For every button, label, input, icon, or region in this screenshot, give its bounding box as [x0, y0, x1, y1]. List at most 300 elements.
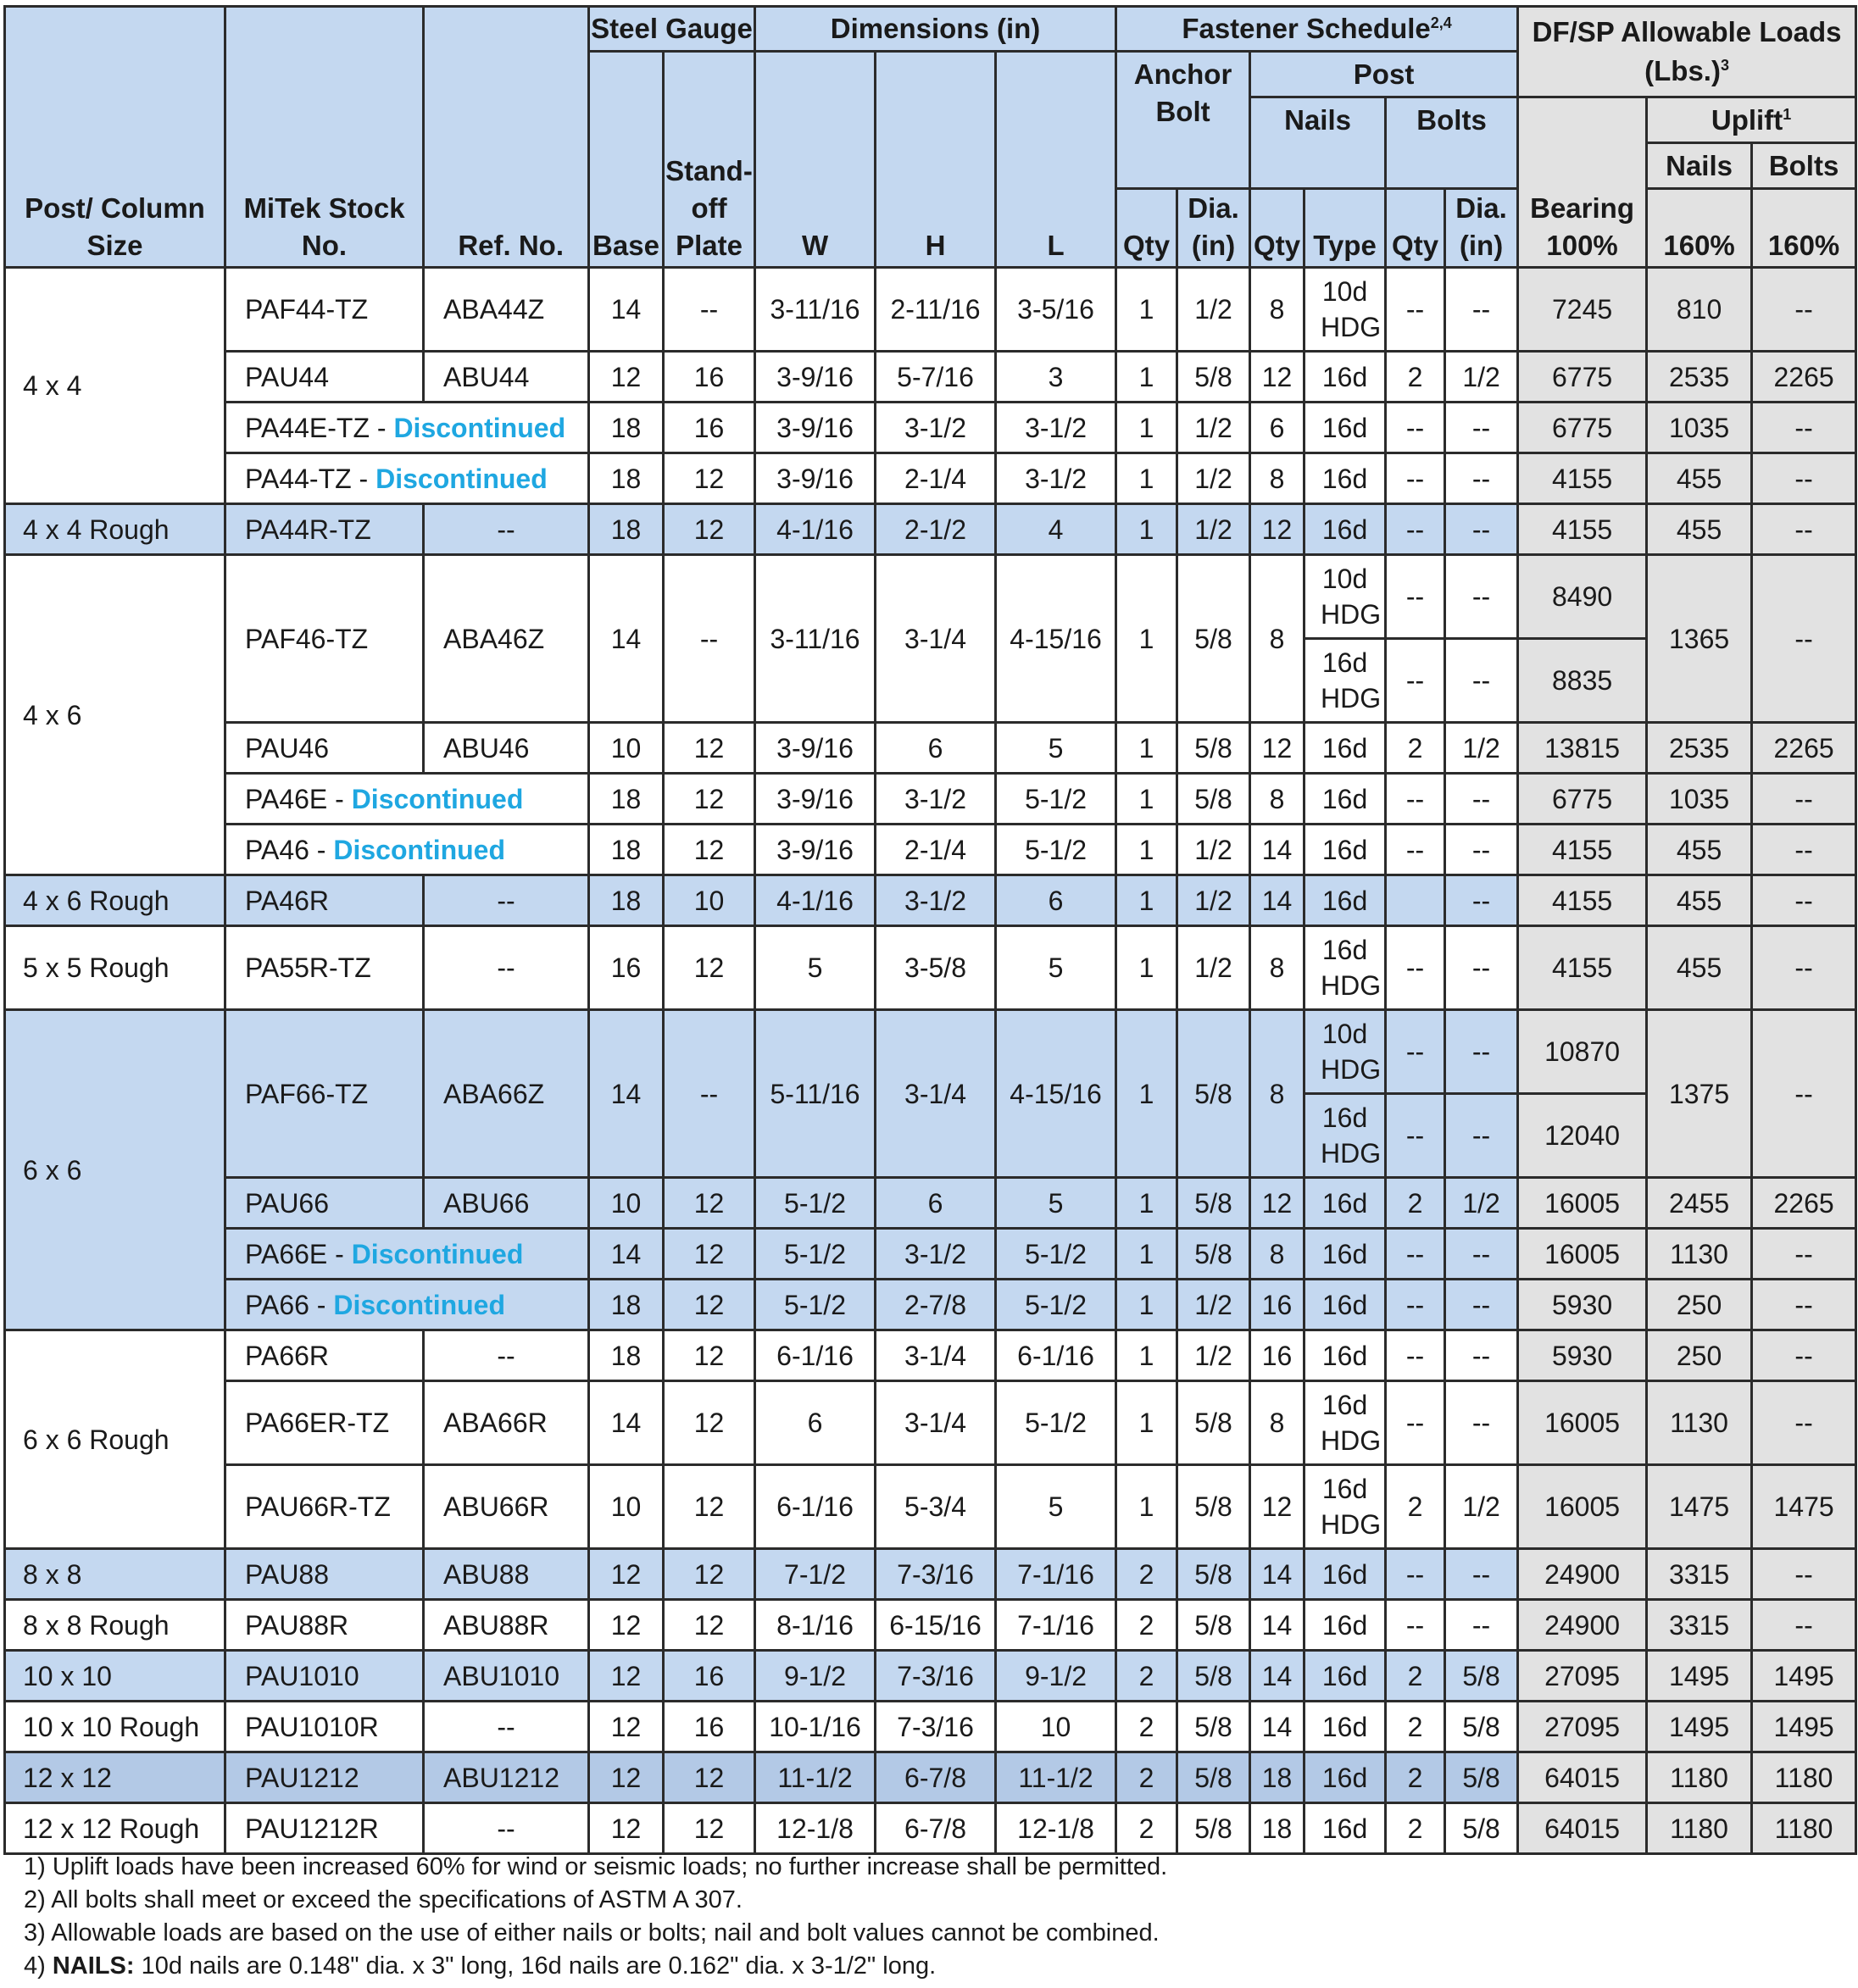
nails-qty-cell: 8 [1250, 1010, 1304, 1178]
uplift-bolts-cell: -- [1752, 926, 1856, 1010]
uplift-bolts-cell: -- [1752, 1330, 1856, 1381]
anchor-dia-cell: 5/8 [1177, 1803, 1250, 1854]
uplift-bolts-cell: -- [1752, 453, 1856, 504]
stock-no-cell: PAU1212R [225, 1803, 424, 1854]
bearing-cell: 6775 [1518, 352, 1647, 403]
header-nails-type: Type [1304, 189, 1386, 268]
uplift-bolts-cell: 1180 [1752, 1803, 1856, 1854]
post-size-cell: 4 x 6 Rough [5, 875, 225, 926]
h-cell: 6 [876, 1178, 996, 1229]
stock-no-cell: PA46E - Discontinued [225, 774, 589, 825]
w-cell: 8-1/16 [755, 1600, 876, 1651]
base-cell: 12 [589, 1702, 664, 1752]
w-cell: 7-1/2 [755, 1549, 876, 1600]
post-size-cell: 4 x 4 Rough [5, 504, 225, 555]
bolts-dia-cell: -- [1445, 774, 1518, 825]
uplift-nails-cell: 3315 [1647, 1600, 1752, 1651]
standoff-cell: 12 [664, 723, 755, 774]
base-cell: 18 [589, 825, 664, 875]
anchor-dia-cell: 1/2 [1177, 268, 1250, 352]
nails-type-cell: 10d HDG [1304, 555, 1386, 639]
header-post-size: Post/ Column Size [5, 7, 225, 268]
standoff-cell: 12 [664, 1600, 755, 1651]
anchor-qty-cell: 1 [1116, 555, 1177, 723]
nails-qty-cell: 8 [1250, 453, 1304, 504]
table-row [5, 1549, 1856, 1600]
anchor-dia-cell: 1/2 [1177, 453, 1250, 504]
uplift-nails-cell: 455 [1647, 825, 1752, 875]
bolts-qty-cell: -- [1386, 1381, 1445, 1465]
anchor-dia-cell: 5/8 [1177, 555, 1250, 723]
base-cell: 14 [589, 268, 664, 352]
ref-no-cell: ABA46Z [424, 555, 589, 723]
standoff-cell: 12 [664, 1465, 755, 1549]
stock-no-cell: PAF66-TZ [225, 1010, 424, 1178]
stock-no-cell: PAU1010R [225, 1702, 424, 1752]
bearing-cell: 13815 [1518, 723, 1647, 774]
anchor-qty-cell: 1 [1116, 875, 1177, 926]
bolts-dia-cell: 5/8 [1445, 1803, 1518, 1854]
table-row [5, 926, 1856, 1010]
anchor-dia-cell: 5/8 [1177, 1600, 1250, 1651]
h-cell: 6-7/8 [876, 1803, 996, 1854]
h-cell: 3-1/2 [876, 875, 996, 926]
anchor-qty-cell: 1 [1116, 1381, 1177, 1465]
bearing-cell: 10870 [1518, 1010, 1647, 1094]
w-cell: 3-9/16 [755, 403, 876, 453]
bolts-qty-cell: -- [1386, 639, 1445, 723]
anchor-dia-cell: 5/8 [1177, 352, 1250, 403]
stock-no-cell: PAF46-TZ [225, 555, 424, 723]
bolts-dia-cell: -- [1445, 1010, 1518, 1094]
bearing-cell: 4155 [1518, 453, 1647, 504]
table-row [5, 504, 1856, 555]
ref-no-cell: ABU1010 [424, 1651, 589, 1702]
nails-qty-cell: 8 [1250, 268, 1304, 352]
ref-no-cell: ABA44Z [424, 268, 589, 352]
uplift-nails-cell: 455 [1647, 504, 1752, 555]
anchor-qty-cell: 1 [1116, 825, 1177, 875]
base-cell: 18 [589, 1280, 664, 1330]
uplift-bolts-cell: -- [1752, 1229, 1856, 1280]
nails-qty-cell: 14 [1250, 1702, 1304, 1752]
bearing-cell: 5930 [1518, 1330, 1647, 1381]
ref-no-cell: -- [424, 1702, 589, 1752]
h-cell: 2-7/8 [876, 1280, 996, 1330]
standoff-cell: -- [664, 555, 755, 723]
h-cell: 6-7/8 [876, 1752, 996, 1803]
bearing-cell: 6775 [1518, 774, 1647, 825]
nails-type-cell: 16d [1304, 1702, 1386, 1752]
bolts-qty-cell: 2 [1386, 1803, 1445, 1854]
bolts-qty-cell: 2 [1386, 352, 1445, 403]
base-cell: 18 [589, 774, 664, 825]
header-uplift-bolts: Bolts [1752, 143, 1856, 189]
bolts-qty-cell: -- [1386, 774, 1445, 825]
base-cell: 14 [589, 1381, 664, 1465]
bolts-qty-cell: -- [1386, 504, 1445, 555]
table-row [5, 1752, 1856, 1803]
uplift-bolts-cell: -- [1752, 403, 1856, 453]
l-cell: 5-1/2 [996, 1381, 1116, 1465]
bolts-dia-cell: -- [1445, 1381, 1518, 1465]
bearing-cell: 27095 [1518, 1702, 1647, 1752]
anchor-qty-cell: 1 [1116, 1280, 1177, 1330]
header-uplift: Uplift$^1$ [1647, 97, 1856, 143]
anchor-qty-cell: 1 [1116, 453, 1177, 504]
anchor-dia-cell: 5/8 [1177, 1010, 1250, 1178]
bolts-qty-cell: 2 [1386, 1178, 1445, 1229]
stock-no-cell: PA66E - Discontinued [225, 1229, 589, 1280]
l-cell: 5-1/2 [996, 1280, 1116, 1330]
l-cell: 6 [996, 875, 1116, 926]
ref-no-cell: ABU46 [424, 723, 589, 774]
ref-no-cell: ABU66 [424, 1178, 589, 1229]
table-row [5, 1803, 1856, 1854]
table-row [5, 268, 1856, 352]
uplift-bolts-cell: -- [1752, 825, 1856, 875]
bearing-cell: 16005 [1518, 1178, 1647, 1229]
standoff-cell: 12 [664, 1752, 755, 1803]
bearing-cell: 64015 [1518, 1752, 1647, 1803]
uplift-bolts-cell: -- [1752, 1549, 1856, 1600]
nails-qty-cell: 12 [1250, 1178, 1304, 1229]
anchor-qty-cell: 1 [1116, 1330, 1177, 1381]
base-cell: 14 [589, 1229, 664, 1280]
nails-type-cell: 16d [1304, 1549, 1386, 1600]
nails-qty-cell: 14 [1250, 1549, 1304, 1600]
ref-no-cell: -- [424, 926, 589, 1010]
h-cell: 5-7/16 [876, 352, 996, 403]
uplift-bolts-cell: -- [1752, 1381, 1856, 1465]
bolts-qty-cell: -- [1386, 1010, 1445, 1094]
w-cell: 3-9/16 [755, 723, 876, 774]
l-cell: 11-1/2 [996, 1752, 1116, 1803]
base-cell: 12 [589, 352, 664, 403]
anchor-qty-cell: 2 [1116, 1803, 1177, 1854]
bearing-cell: 16005 [1518, 1229, 1647, 1280]
base-cell: 10 [589, 1465, 664, 1549]
nails-type-cell: 16d [1304, 1803, 1386, 1854]
nails-type-cell: 16d [1304, 1752, 1386, 1803]
anchor-dia-cell: 5/8 [1177, 1549, 1250, 1600]
bolts-dia-cell: 1/2 [1445, 1178, 1518, 1229]
bolts-dia-cell: -- [1445, 639, 1518, 723]
nails-qty-cell: 8 [1250, 555, 1304, 723]
uplift-nails-cell: 1130 [1647, 1229, 1752, 1280]
bearing-cell: 8835 [1518, 639, 1647, 723]
bolts-dia-cell: 5/8 [1445, 1702, 1518, 1752]
h-cell: 3-1/4 [876, 1330, 996, 1381]
uplift-nails-cell: 810 [1647, 268, 1752, 352]
w-cell: 6-1/16 [755, 1465, 876, 1549]
discontinued-label: Discontinued [375, 463, 548, 494]
post-size-cell: 10 x 10 Rough [5, 1702, 225, 1752]
w-cell: 3-9/16 [755, 825, 876, 875]
anchor-qty-cell: 2 [1116, 1651, 1177, 1702]
bolts-dia-cell: -- [1445, 403, 1518, 453]
header-uplift-nails: Nails [1647, 143, 1752, 189]
anchor-dia-cell: 5/8 [1177, 1651, 1250, 1702]
uplift-nails-cell: 1130 [1647, 1381, 1752, 1465]
anchor-qty-cell: 1 [1116, 774, 1177, 825]
base-cell: 18 [589, 453, 664, 504]
h-cell: 7-3/16 [876, 1702, 996, 1752]
standoff-cell: 12 [664, 1803, 755, 1854]
uplift-bolts-cell: -- [1752, 1600, 1856, 1651]
footnotes [24, 1851, 1167, 1983]
stock-no-cell: PAU46 [225, 723, 424, 774]
standoff-cell: 16 [664, 1651, 755, 1702]
h-cell: 3-1/2 [876, 1229, 996, 1280]
nails-type-cell: 16d [1304, 403, 1386, 453]
stock-no-cell: PAU44 [225, 352, 424, 403]
bolts-dia-cell: -- [1445, 1094, 1518, 1178]
bearing-cell: 6775 [1518, 403, 1647, 453]
table-row [5, 1280, 1856, 1330]
uplift-nails-cell: 2535 [1647, 352, 1752, 403]
w-cell: 6 [755, 1381, 876, 1465]
ref-no-cell: -- [424, 504, 589, 555]
anchor-dia-cell: 5/8 [1177, 1229, 1250, 1280]
uplift-bolts-cell: -- [1752, 268, 1856, 352]
header-nails-qty: Qty [1250, 189, 1304, 268]
anchor-qty-cell: 2 [1116, 1702, 1177, 1752]
nails-type-cell: 16d HDG [1304, 1465, 1386, 1549]
anchor-qty-cell: 2 [1116, 1752, 1177, 1803]
base-cell: 10 [589, 723, 664, 774]
table-row [5, 453, 1856, 504]
ref-no-cell: ABA66Z [424, 1010, 589, 1178]
l-cell: 3-1/2 [996, 453, 1116, 504]
base-cell: 18 [589, 403, 664, 453]
standoff-cell: 16 [664, 352, 755, 403]
header-l: L [996, 52, 1116, 268]
bolts-qty-cell: -- [1386, 403, 1445, 453]
uplift-nails-cell: 455 [1647, 453, 1752, 504]
h-cell: 3-1/4 [876, 1381, 996, 1465]
uplift-bolts-cell: 2265 [1752, 723, 1856, 774]
l-cell: 5 [996, 1178, 1116, 1229]
bearing-cell: 4155 [1518, 926, 1647, 1010]
standoff-cell: 16 [664, 403, 755, 453]
bolts-dia-cell: -- [1445, 1229, 1518, 1280]
bolts-qty-cell: -- [1386, 1600, 1445, 1651]
bearing-cell: 24900 [1518, 1600, 1647, 1651]
discontinued-label: Discontinued [333, 1289, 506, 1320]
header-steel-gauge: Steel Gauge [589, 7, 755, 52]
bolts-dia-cell: -- [1445, 1600, 1518, 1651]
stock-no-cell: PAU66 [225, 1178, 424, 1229]
uplift-bolts-cell: -- [1752, 504, 1856, 555]
l-cell: 4-15/16 [996, 1010, 1116, 1178]
nails-qty-cell: 16 [1250, 1280, 1304, 1330]
standoff-cell: 12 [664, 453, 755, 504]
stock-no-cell: PAU88 [225, 1549, 424, 1600]
load-table-container [3, 5, 1855, 1855]
bolts-qty-cell: -- [1386, 1229, 1445, 1280]
w-cell: 4-1/16 [755, 504, 876, 555]
nails-qty-cell: 8 [1250, 926, 1304, 1010]
post-size-cell: 4 x 4 [5, 268, 225, 504]
bolts-qty-cell: -- [1386, 926, 1445, 1010]
l-cell: 7-1/16 [996, 1600, 1116, 1651]
l-cell: 5-1/2 [996, 1229, 1116, 1280]
base-cell: 12 [589, 1549, 664, 1600]
table-row [5, 555, 1856, 639]
bolts-dia-cell: -- [1445, 453, 1518, 504]
stock-no-cell: PA44R-TZ [225, 504, 424, 555]
discontinued-label: Discontinued [351, 783, 524, 814]
uplift-bolts-cell: -- [1752, 774, 1856, 825]
bearing-cell: 24900 [1518, 1549, 1647, 1600]
bolts-qty-cell: -- [1386, 555, 1445, 639]
anchor-dia-cell: 5/8 [1177, 1752, 1250, 1803]
w-cell: 5 [755, 926, 876, 1010]
nails-type-cell: 16d [1304, 504, 1386, 555]
nails-type-cell: 16d [1304, 774, 1386, 825]
post-size-cell: 8 x 8 Rough [5, 1600, 225, 1651]
uplift-nails-cell: 2455 [1647, 1178, 1752, 1229]
bearing-cell: 7245 [1518, 268, 1647, 352]
standoff-cell: 10 [664, 875, 755, 926]
anchor-qty-cell: 1 [1116, 1229, 1177, 1280]
header-uplift-bolts-pct: 160% [1752, 189, 1856, 268]
nails-qty-cell: 12 [1250, 504, 1304, 555]
post-size-cell: 10 x 10 [5, 1651, 225, 1702]
table-row [5, 1229, 1856, 1280]
bolts-qty-cell: -- [1386, 1280, 1445, 1330]
post-size-cell: 5 x 5 Rough [5, 926, 225, 1010]
standoff-cell: 12 [664, 1381, 755, 1465]
l-cell: 3-1/2 [996, 403, 1116, 453]
nails-qty-cell: 18 [1250, 1803, 1304, 1854]
bolts-qty-cell: 2 [1386, 1465, 1445, 1549]
w-cell: 9-1/2 [755, 1651, 876, 1702]
nails-qty-cell: 6 [1250, 403, 1304, 453]
bolts-dia-cell: 5/8 [1445, 1752, 1518, 1803]
standoff-cell: 16 [664, 1702, 755, 1752]
ref-no-cell: -- [424, 1330, 589, 1381]
stock-no-cell: PA66R [225, 1330, 424, 1381]
bearing-cell: 16005 [1518, 1465, 1647, 1549]
anchor-dia-cell: 5/8 [1177, 1465, 1250, 1549]
w-cell: 3-9/16 [755, 774, 876, 825]
nails-qty-cell: 12 [1250, 723, 1304, 774]
table-row [5, 723, 1856, 774]
standoff-cell: 12 [664, 1178, 755, 1229]
base-cell: 18 [589, 875, 664, 926]
bolts-dia-cell: 1/2 [1445, 352, 1518, 403]
w-cell: 5-11/16 [755, 1010, 876, 1178]
nails-type-cell: 16d [1304, 723, 1386, 774]
nails-type-cell: 16d [1304, 1178, 1386, 1229]
table-row [5, 1330, 1856, 1381]
header-w: W [755, 52, 876, 268]
anchor-qty-cell: 1 [1116, 352, 1177, 403]
uplift-nails-cell: 1375 [1647, 1010, 1752, 1178]
w-cell: 4-1/16 [755, 875, 876, 926]
bolts-dia-cell: -- [1445, 504, 1518, 555]
w-cell: 11-1/2 [755, 1752, 876, 1803]
l-cell: 7-1/16 [996, 1549, 1116, 1600]
ref-no-cell: ABA66R [424, 1381, 589, 1465]
nails-qty-cell: 14 [1250, 1651, 1304, 1702]
ref-no-cell: ABU88R [424, 1600, 589, 1651]
standoff-cell: -- [664, 268, 755, 352]
uplift-bolts-cell: -- [1752, 875, 1856, 926]
bearing-cell: 16005 [1518, 1381, 1647, 1465]
standoff-cell: 12 [664, 926, 755, 1010]
header-dimensions: Dimensions (in) [755, 7, 1116, 52]
bolts-qty-cell: -- [1386, 1094, 1445, 1178]
bolts-qty-cell: 2 [1386, 723, 1445, 774]
base-cell: 12 [589, 1752, 664, 1803]
header-bolts-dia: Dia. (in) [1445, 189, 1518, 268]
bolts-qty-cell: 2 [1386, 1651, 1445, 1702]
discontinued-label: Discontinued [351, 1238, 524, 1269]
header-fastener-schedule: Fastener Schedule$^{2,4}$ [1116, 7, 1518, 52]
bolts-qty-cell: -- [1386, 453, 1445, 504]
h-cell: 2-1/4 [876, 825, 996, 875]
nails-qty-cell: 12 [1250, 1465, 1304, 1549]
nails-type-cell: 10d HDG [1304, 268, 1386, 352]
nails-qty-cell: 18 [1250, 1752, 1304, 1803]
h-cell: 7-3/16 [876, 1549, 996, 1600]
nails-qty-cell: 14 [1250, 825, 1304, 875]
anchor-qty-cell: 1 [1116, 504, 1177, 555]
w-cell: 5-1/2 [755, 1229, 876, 1280]
post-size-cell: 6 x 6 Rough [5, 1330, 225, 1549]
w-cell: 12-1/8 [755, 1803, 876, 1854]
header-post-nails: Nails [1250, 97, 1386, 189]
nails-qty-cell: 16 [1250, 1330, 1304, 1381]
nails-type-cell: 16d HDG [1304, 1094, 1386, 1178]
table-row [5, 1702, 1856, 1752]
discontinued-label: Discontinued [393, 412, 566, 443]
bearing-cell: 12040 [1518, 1094, 1647, 1178]
uplift-nails-cell: 1495 [1647, 1702, 1752, 1752]
stock-no-cell: PA66 - Discontinued [225, 1280, 589, 1330]
table-row [5, 1010, 1856, 1094]
post-size-cell: 8 x 8 [5, 1549, 225, 1600]
uplift-bolts-cell: 1180 [1752, 1752, 1856, 1803]
stock-no-cell: PAF44-TZ [225, 268, 424, 352]
post-size-cell: 12 x 12 Rough [5, 1803, 225, 1854]
uplift-bolts-cell: 1495 [1752, 1702, 1856, 1752]
standoff-cell: -- [664, 1010, 755, 1178]
ref-no-cell: ABU88 [424, 1549, 589, 1600]
bolts-dia-cell: -- [1445, 825, 1518, 875]
bearing-cell: 27095 [1518, 1651, 1647, 1702]
anchor-dia-cell: 1/2 [1177, 504, 1250, 555]
header-bearing: Bearing 100% [1518, 97, 1647, 268]
l-cell: 6-1/16 [996, 1330, 1116, 1381]
anchor-dia-cell: 1/2 [1177, 403, 1250, 453]
anchor-qty-cell: 1 [1116, 403, 1177, 453]
standoff-cell: 12 [664, 504, 755, 555]
footnote-4: 4) NAILS: 10d nails are 0.148" dia. x 3" long, 16d nails are 0.162" dia. x 3-1/2" long. [24, 1952, 937, 1980]
uplift-nails-cell: 1495 [1647, 1651, 1752, 1702]
w-cell: 3-11/16 [755, 268, 876, 352]
nails-type-cell: 16d [1304, 352, 1386, 403]
bolts-dia-cell: -- [1445, 1280, 1518, 1330]
nails-type-cell: 16d [1304, 453, 1386, 504]
l-cell: 4 [996, 504, 1116, 555]
h-cell: 2-1/4 [876, 453, 996, 504]
h-cell: 3-1/4 [876, 555, 996, 723]
footnote-3: 3) Allowable loads are based on the use of either nails or bolts; nail and bolt values cannot be combined. [24, 1919, 1160, 1946]
